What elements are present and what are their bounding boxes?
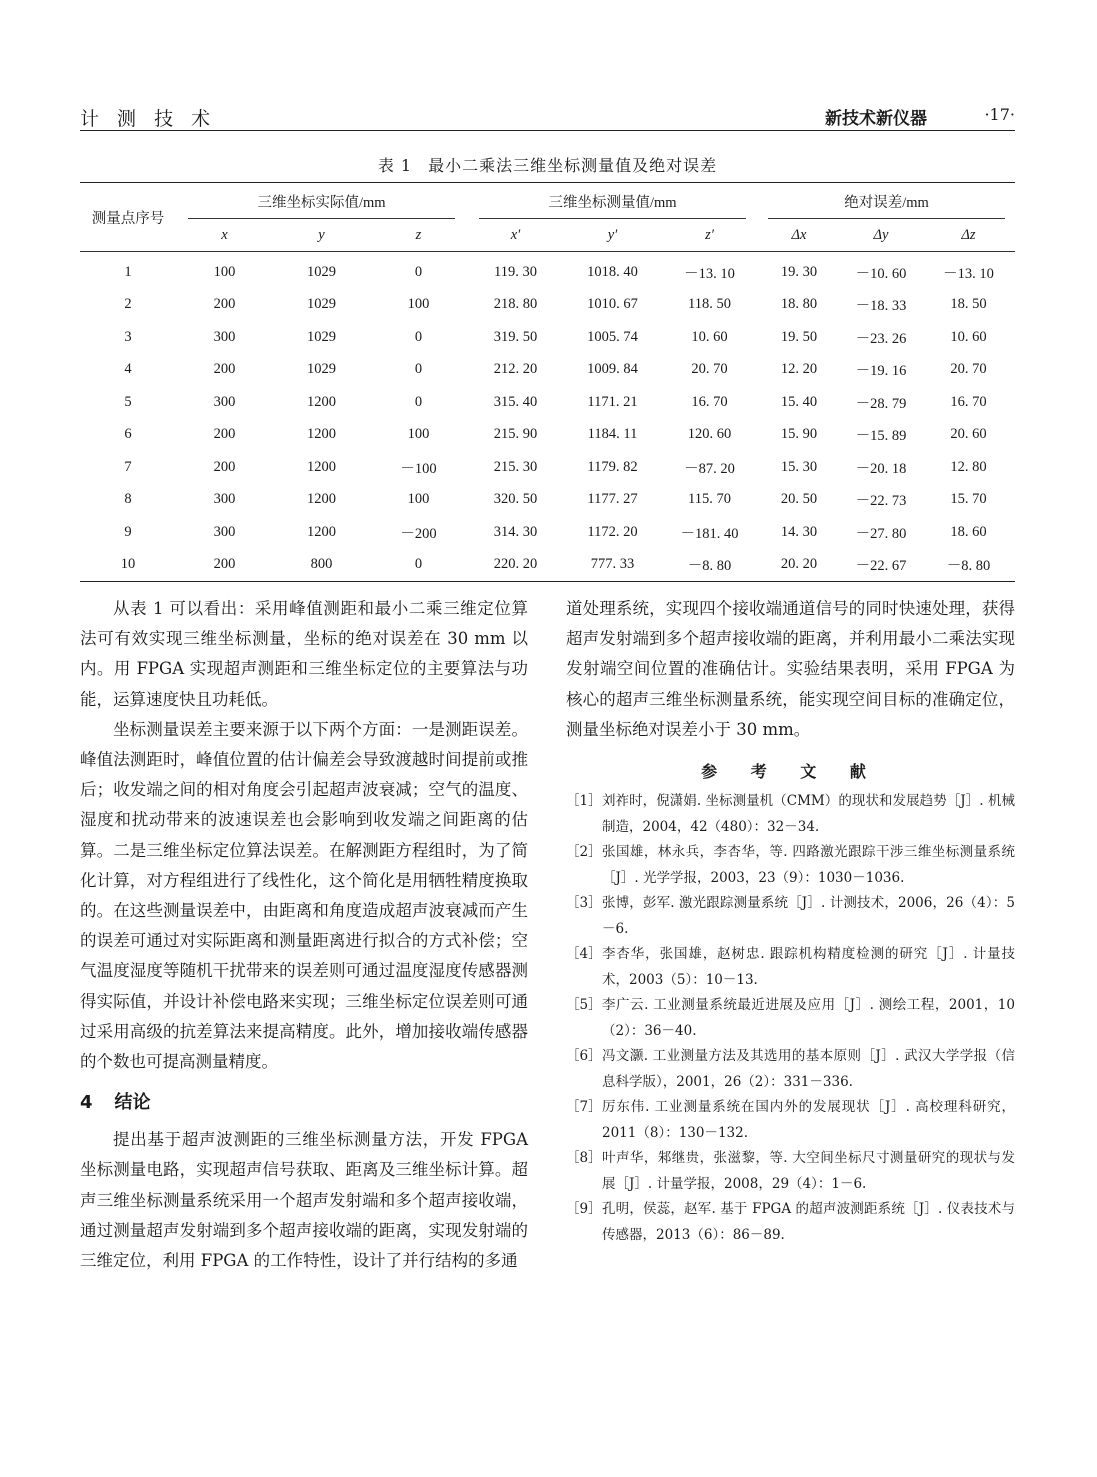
table-caption-text: 最小二乘法三维坐标测量值及绝对误差 [428,156,718,175]
table-cell: 300 [213,328,236,345]
table-cell: 20. 70 [950,361,987,378]
table-cell: 15. 70 [950,491,987,508]
group-header-error: 绝对误差/mm [758,183,1015,220]
table-cell: 1179. 82 [587,458,638,475]
table-cell: －22. 67 [840,549,922,582]
table-cell: 15. 90 [780,426,818,443]
table-cell: 320. 50 [493,491,538,508]
table-cell: 800 [273,549,370,582]
table-cell: －8. 80 [661,549,758,582]
reference-text: 刘祚时，倪潇娟. 坐标测量机（CMM）的现状和发展趋势［J］. 机械制造，2004，42（480）：32－34. [602,793,1015,835]
table-cell: 15. 40 [780,393,818,410]
row-index-cell: 8 [124,491,132,508]
table-row [80,516,1015,549]
table-cell: 777. 33 [564,549,661,582]
reference-item [566,789,1015,840]
reference-number: ［3］ [566,895,602,912]
reference-text: 厉东伟. 工业测量系统在国内外的发展现状［J］. 高校理科研究，2011（8）：130－132. [602,1099,1015,1141]
table-cell: 300 [213,393,236,410]
right-column [566,594,1015,1248]
table-cell: 1184. 11 [587,426,638,443]
reference-item [566,1146,1015,1197]
table-cell: 1200 [307,393,336,410]
table-cell: 19. 50 [780,328,818,345]
table-cell: 10. 60 [691,328,728,345]
table-caption-number: 表 1 [377,156,413,175]
running-header [80,100,1015,132]
table-row [80,321,1015,354]
paragraph-results: 从表 1 可以看出：采用峰值测距和最小二乘三维定位算法可有效实现三维坐标测量，坐标的绝对误差在 30 mm 以内。用 FPGA 实现超声测距和三维坐标定位的主要算法与功能，运算速度快且功耗低。 [80,599,528,709]
table-cell: 0 [414,263,423,280]
paragraph-error-sources: 坐标测量误差主要来源于以下两个方面：一是测距误差。峰值法测距时，峰值位置的估计偏差会导致渡越时间提前或推后；收发端之间的相对角度会引起超声波衰减；空气的温度、湿度和扰动带来的波速误差也会影响到收发端之间距离的估算。二是三维坐标定位算法误差。在解测距方程组时，为了简化计算，对方程组进行了线性化，这个简化是用牺牲精度换取的。在这些测量误差中，由距离和角度造成超声波衰减而产生的误差可通过对实际距离和测量距离进行拟合的方式补偿；空气温度湿度等随机干扰带来的误差则可通过温度湿度传感器测得实际值，并设计补偿电路来实现；三维坐标定位误差则可通过采用高级的抗差算法来提高精度。此外，增加接收端传感器的个数也可提高测量精度。 [80,719,528,1072]
reference-number: ［2］ [566,844,602,861]
table-cell: 300 [213,523,236,540]
reference-text: 孔明，侯蕊，赵军. 基于 FPGA 的超声波测距系统［J］. 仪表技术与传感器，2013（6）：86－89. [602,1201,1015,1243]
table-cell: 12. 80 [950,458,987,475]
table-cell: 19. 30 [780,263,818,280]
table-cell: 215. 30 [493,458,538,475]
subcol-header: Δz [922,219,1015,252]
table-caption [80,153,1015,176]
reference-text: 张国雄，林永兵，李杏华，等. 四路激光跟踪干涉三维坐标测量系统［J］. 光学学报，2003，23（9）：1030－1036. [602,844,1015,886]
reference-number: ［8］ [566,1150,602,1167]
table-cell: 16. 70 [691,393,728,410]
table-cell: 120. 60 [687,426,732,443]
table-cell: －8. 80 [922,549,1015,582]
page-number: ·17· [984,105,1015,124]
journal-name: 计 测 技 术 [80,108,217,130]
table-cell: 1018. 40 [587,263,638,280]
table-cell: 1029 [307,328,336,345]
row-index-cell: 2 [124,296,132,313]
section-heading [80,1089,528,1117]
table-cell: －28. 79 [855,395,907,412]
table-cell: 1200 [307,491,336,508]
reference-text: 李广云. 工业测量系统最近进展及应用［J］. 测绘工程，2001，10（2）：36－40. [602,997,1015,1039]
subcol-header: Δx [758,219,840,252]
table-cell: －15. 89 [855,428,907,445]
table-cell: －27. 80 [855,525,907,542]
table-cell: －18. 33 [855,298,907,315]
table-cell: 200 [213,426,236,443]
reference-text: 叶声华，邾继贵，张滋黎，等. 大空间坐标尺寸测量研究的现状与发展［J］. 计量学报，2008，29（4）：1－6. [602,1150,1015,1192]
subcol-header: Δy [840,219,922,252]
table-cell: －23. 26 [855,330,907,347]
reference-number: ［5］ [566,997,602,1014]
section-name: 新技术新仪器 [825,109,927,129]
row-header-label: 测量点序号 [80,183,176,252]
table-cell: －20. 18 [855,460,907,477]
table-cell: 200 [213,296,236,313]
table-cell: 200 [176,549,273,582]
measurement-table [80,182,1015,582]
table-row [80,386,1015,419]
section-number: 4 [80,1092,93,1114]
table-row [80,419,1015,452]
table-cell: 1171. 21 [587,393,638,410]
table-cell: 1029 [307,263,336,280]
table-row [80,451,1015,484]
subcol-header: z′ [661,219,758,252]
table-cell: 12. 20 [780,361,818,378]
table-cell: 1200 [307,523,336,540]
table-cell: 100 [407,296,430,313]
table-cell: －87. 20 [684,460,735,477]
reference-number: ［1］ [566,793,602,810]
table-cell: 1172. 20 [587,523,638,540]
table-cell: 115. 70 [688,491,731,508]
subcol-header: z [370,219,467,252]
reference-text: 张博，彭军. 激光跟踪测量系统［J］. 计测技术，2006，26（4）：5－6. [602,895,1015,937]
table-body [80,252,1015,582]
table-cell: 319. 50 [493,328,538,345]
section-title: 结论 [114,1092,151,1114]
references-list [566,789,1015,1248]
table-row [80,252,1015,289]
table-cell: 100 [407,426,430,443]
table-cell: 0 [414,328,423,345]
table-cell: 314. 30 [493,523,538,540]
reference-item [566,942,1015,993]
table-row [80,354,1015,387]
paragraph-conclusion: 提出基于超声波测距的三维坐标测量方法，开发 FPGA 坐标测量电路，实现超声信号获取、距离及三维坐标计算。超声三维坐标测量系统采用一个超声发射端和多个超声接收端，通过测量超声发射端到多个超声接收端的距离，实现发射端的三维定位，利用 FPGA 的工作特性，设计了并行结构的多通 [80,1130,528,1271]
subcol-header: y [273,219,370,252]
table-cell: 215. 90 [493,426,538,443]
reference-number: ［9］ [566,1201,602,1218]
table-cell: －10. 60 [855,265,907,282]
table-cell: 119. 30 [494,263,537,280]
table-cell: 1177. 27 [587,491,638,508]
table-cell: 18. 50 [950,296,987,313]
row-index-cell: 9 [124,523,132,540]
table-cell: 220. 20 [467,549,564,582]
reference-item [566,1044,1015,1095]
group-header-measured: 三维坐标测量值/mm [467,183,758,220]
table-cell: 0 [370,549,467,582]
table-cell: 1029 [307,296,336,313]
table-cell: 100 [213,263,236,280]
table-cell: 1010. 67 [587,296,638,313]
subcol-header: y′ [564,219,661,252]
table-cell: 18. 80 [780,296,818,313]
table-cell: 14. 30 [780,523,818,540]
reference-number: ［6］ [566,1048,602,1065]
subcol-header: x [176,219,273,252]
row-index-cell: 7 [124,458,132,475]
row-index-cell: 5 [124,393,132,410]
references-title: 参 考 文 献 [701,762,880,782]
table-cell: 118. 50 [688,296,731,313]
table-cell: －22. 73 [855,493,907,510]
table-cell: 20. 60 [950,426,987,443]
table-cell: 200 [213,361,236,378]
left-column [80,594,528,1276]
table-cell: 300 [213,491,236,508]
header-rule [80,130,1015,131]
table-cell: 10. 60 [950,328,987,345]
table-row [80,549,1015,582]
table-cell: 15. 30 [780,458,818,475]
table-cell: 16. 70 [950,393,987,410]
table-cell: 20. 50 [780,491,818,508]
table-cell: 212. 20 [493,361,538,378]
reference-item [566,1095,1015,1146]
table-cell: －100 [400,460,437,477]
subcol-header: x′ [467,219,564,252]
row-index-cell: 6 [124,426,132,443]
table-cell: 1200 [307,426,336,443]
table-cell: －13. 10 [684,265,735,282]
reference-number: ［4］ [566,946,602,963]
table-cell: 218. 80 [493,296,538,313]
subcolumn-header-row [80,219,1015,252]
table-cell: 0 [414,393,423,410]
row-index-cell: 10 [80,549,176,582]
paragraph-conclusion-continued: 道处理系统，实现四个接收端通道信号的同时快速处理，获得超声发射端到多个超声接收端的距离，并利用最小二乘法实现发射端空间位置的准确估计。实验结果表明，采用 FPGA 为核心的超声三维坐标测量系统，能实现空间目标的准确定位，测量坐标绝对误差小于 30 mm。 [566,599,1015,739]
table-cell: 100 [407,491,430,508]
reference-text: 冯文灏. 工业测量方法及其选用的基本原则［J］. 武汉大学学报（信息科学版），2001，26（2）：331－336. [602,1048,1015,1090]
table-cell: 20. 70 [691,361,728,378]
table-cell: 1005. 74 [587,328,638,345]
table-cell: 18. 60 [950,523,987,540]
reference-number: ［7］ [566,1099,602,1116]
table-row [80,484,1015,517]
table-cell: 20. 20 [758,549,840,582]
reference-text: 李杏华，张国雄，赵树忠. 跟踪机构精度检测的研究［J］. 计量技术，2003（5）：10－13. [602,946,1015,988]
reference-item [566,1197,1015,1248]
table-cell: －181. 40 [680,525,739,542]
table-cell: 0 [414,361,423,378]
row-index-cell: 4 [124,361,132,378]
table-cell: 1009. 84 [587,361,638,378]
row-index-cell: 3 [124,328,132,345]
table-cell: －19. 16 [855,363,907,380]
group-header-actual: 三维坐标实际值/mm [176,183,467,220]
table-cell: 1200 [307,458,336,475]
row-index-cell: 1 [124,263,132,280]
reference-item [566,993,1015,1044]
table-cell: 1029 [307,361,336,378]
table-cell: 315. 40 [493,393,538,410]
reference-item [566,891,1015,942]
table-cell: －13. 10 [943,265,994,282]
table-row [80,289,1015,322]
reference-item [566,840,1015,891]
table-cell: －200 [400,525,437,542]
table-cell: 200 [213,458,236,475]
